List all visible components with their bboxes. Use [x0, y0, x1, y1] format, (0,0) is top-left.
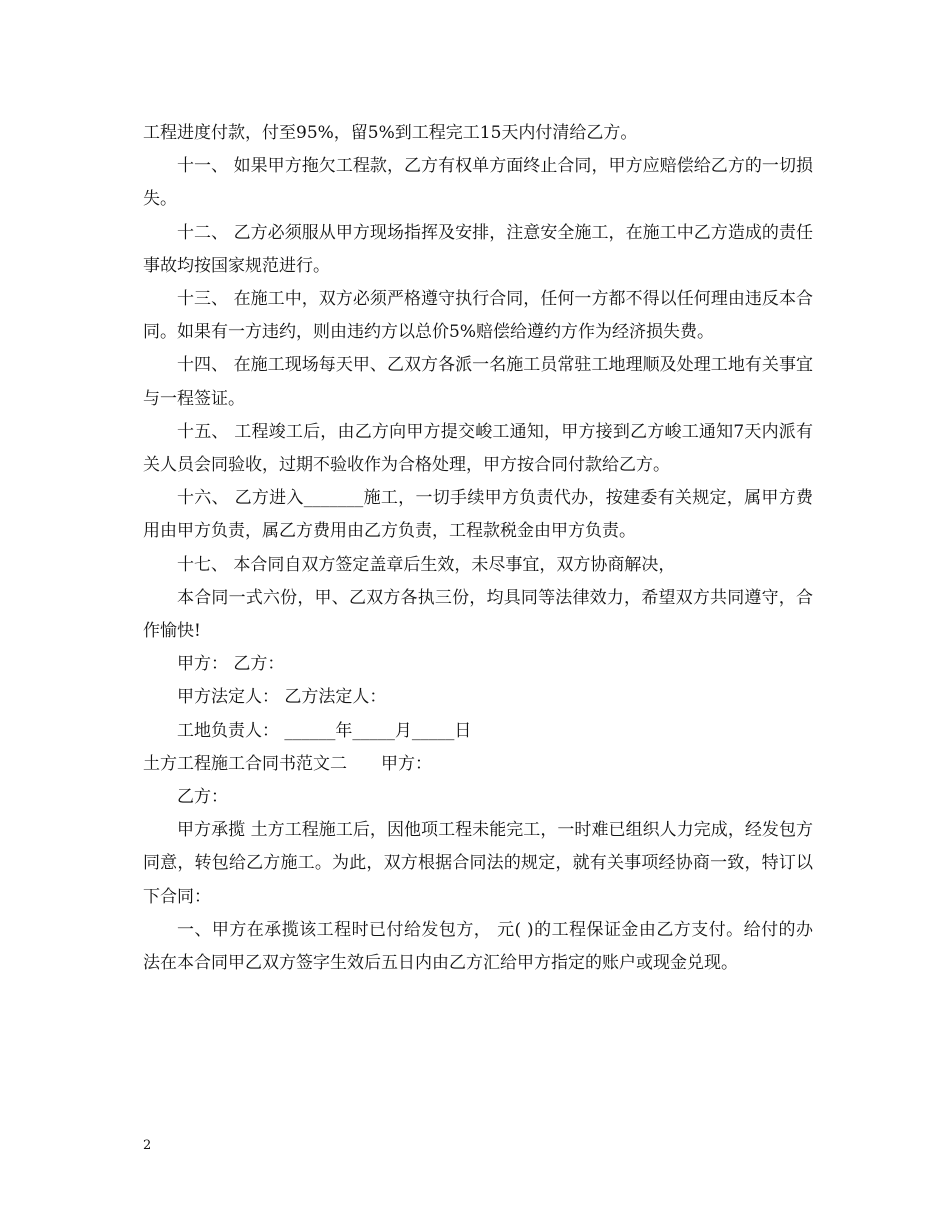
page-number: 2	[143, 1138, 152, 1153]
paragraph: 十四、 在施工现场每天甲、乙双方各派一名施工员常驻工地理顺及处理工地有关事宜与一程签证。	[143, 355, 813, 409]
paragraph: 十一、 如果甲方拖欠工程款，乙方有权单方面终止合同，甲方应赔偿给乙方的一切损失。	[143, 156, 813, 210]
paragraph: 乙方：	[177, 787, 228, 808]
paragraph: 十二、 乙方必须服从甲方现场指挥及安排，注意安全施工，在施工中乙方造成的责任事故均按国家规范进行。	[143, 222, 813, 276]
signature-line-parties: 甲方： 乙方：	[177, 654, 285, 675]
paragraph: 工程进度付款，付至95%，留5%到工程完工15天内付清给乙方。	[143, 123, 638, 143]
paragraph: 十六、 乙方进入_______施工，一切手续甲方负责代办，按建委有关规定，属甲方费用由甲方负责，属乙方费用由乙方负责，工程款税金由甲方负责。	[143, 488, 813, 542]
paragraph: 本合同一式六份，甲、乙双方各执三份，均具同等法律效力，希望双方共同遵守，合作愉快!	[143, 587, 813, 642]
paragraph: 十五、 工程竣工后，由乙方向甲方提交峻工通知，甲方接到乙方峻工通知7天内派有关人员会同验收，过期不验收作为合格处理，甲方按合同付款给乙方。	[143, 421, 813, 476]
paragraph: 一、甲方在承揽该工程时已付给发包方， 元( )的工程保证金由乙方支付。给付的办法在本合同甲乙双方签字生效后五日内由乙方汇给甲方指定的账户或现金兑现。	[143, 919, 813, 974]
paragraph: 甲方承揽 土方工程施工后，因他项工程未能完工，一时难已组织人力完成，经发包方同意，转包给乙方施工。为此，双方根据合同法的规定，就有关事项经协商一致，特订以下合同：	[143, 820, 813, 907]
document-body	[143, 117, 813, 980]
signature-line-date: 工地负责人： ______年_____月_____日	[177, 720, 472, 741]
signature-line-legal-reps: 甲方法定人： 乙方法定人：	[177, 687, 387, 708]
paragraph: 十三、 在施工中，双方必须严格遵守执行合同，任何一方都不得以任何理由违反本合同。如果有一方违约，则由违约方以总价5%赔偿给遵约方作为经济损失费。	[143, 289, 813, 343]
paragraph: 十七、 本合同自双方签定盖章后生效，未尽事宜，双方协商解决，	[177, 554, 676, 575]
section-heading: 土方工程施工合同书范文二 甲方：	[143, 753, 432, 774]
